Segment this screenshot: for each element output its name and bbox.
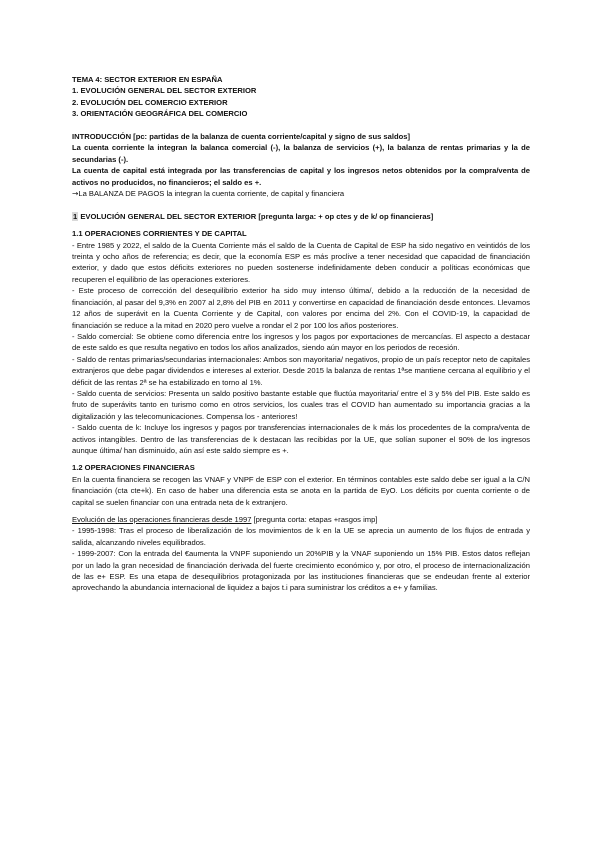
paragraph: - Entre 1985 y 2022, el saldo de la Cuenta Corriente más el saldo de la Cuenta de Capital de ESP ha sido negativo en veintidós de los treinta y ocho años de referencia; es decir, que la economía ESP es más proclive a tener necesidad que capacidad de financiación exterior, y dado que estos déficits exteriores no pueden sostenerse indefinidamente deben conducir a políticas económicas que recuperen el equilibrio de las operaciones exteriores. (72, 240, 530, 284)
intro-line-3-text: La BALANZA DE PAGOS la integran la cuenta corriente, de capital y financiera (78, 189, 345, 199)
intro-heading: INTRODUCCIÓN [pc: partidas de la balanza de cuenta corriente/capital y signo de sus saldos] (72, 132, 410, 142)
section-1-heading-text: EVOLUCIÓN GENERAL DEL SECTOR EXTERIOR [pregunta larga: + op ctes y de k/ op financieras] (78, 211, 434, 221)
toc-item-1: 1. EVOLUCIÓN GENERAL DEL SECTOR EXTERIOR (72, 86, 257, 96)
paragraph: - Saldo comercial: Se obtiene como diferencia entre los ingresos y los pagos por exportaciones de mercancías. El aspecto a destacar de este saldo es que resulta negativo en todos los años analizados, siendo aún mayor en los periodos de recesión. (72, 331, 530, 353)
paragraph: - 1999-2007: Con la entrada del €aumenta la VNPF suponiendo un 20%PIB y la VNAF suponiendo un 15% PIB. Estos datos reflejan por un lado la gran necesidad de financiación derivada del fuerte crecimiento económico y, por otro, el proceso de internacionalización de las e+ ESP. Es una etapa de desequilibrios protagonizada por las instituciones financieras que se endeudan frente al exterior aprovechando la abundancia internacional de liquidez a bajos t.i para suministrar los créditos a e+ y familias. (72, 549, 530, 593)
paragraph: - Saldo cuenta de k: Incluye los ingresos y pagos por transferencias internacionales de k más los procedentes de la compra/venta de activos intangibles. Dentro de las transferencias de k destacan las recibidas por la UE, que solían suponer el 90% de los ingresos aunque última/ han disminuido, aún así este saldo siempre es +. (72, 423, 530, 455)
section-number: 1 (73, 211, 78, 221)
evolution-heading-title: Evolución de las operaciones financieras desde 1997 (72, 515, 252, 524)
toc-item-2: 2. EVOLUCIÓN DEL COMERCIO EXTERIOR (72, 97, 228, 107)
paragraph: - Saldo de rentas primarias/secundarias internacionales: Ambos son mayoritaria/ negativos, propio de un país receptor neto de capitales extranjeros que debe pagar dividendos e intereses al exterior. Desde 2015 la balanza de rentas 1ªse mantiene cercana al equilibrio y el déficit de las rentas 2ª se ha estabilizado en torno al 1%. (72, 354, 530, 387)
toc-item-3: 3. ORIENTACIÓN GEOGRÁFICA DEL COMERCIO (72, 109, 248, 119)
doc-title: TEMA 4: SECTOR EXTERIOR EN ESPAÑA (72, 75, 223, 84)
paragraph: - 1995-1998: Tras el proceso de liberalización de los movimientos de k en la UE se aprecia un aumento de los flujos de entrada y salida, alcanzando niveles equilibrados. (72, 526, 530, 547)
paragraph: - Este proceso de corrección del desequilibrio exterior ha sido muy intenso última/, debido a la reducción de la necesidad de financiación, al pasar del 9,3% en 2007 al 2,8% del PIB en 2011 y convertirse en capacidad de financiación desde entonces. Llevamos 12 años de superávit en la Cuenta Corriente y de Capital, con valores por encima del 2%. Con el COVID-19, la capacidad de financiación se reduce a la mitad en 2020 pero vuelve a rondar el 2 por 100 los años posteriores. (72, 286, 530, 330)
subsection-1-1-heading: 1.1 OPERACIONES CORRIENTES Y DE CAPITAL (72, 229, 247, 239)
evolution-heading (72, 514, 530, 525)
intro-line-3 (72, 188, 530, 199)
paragraph: - Saldo cuenta de servicios: Presenta un saldo positivo bastante estable que fluctúa mayoritaria/ entre el 3 y 5% del PIB. Este saldo es fruto de superávits tanto en turismo como en otros servicios, los cuales tras el COVID han aumentado su importancia gracias a la digitalización y las telecomunicaciones. Compensa los - anteriores! (72, 388, 530, 421)
section-1-heading (72, 211, 530, 222)
arrow-icon: → (72, 189, 79, 199)
subsection-1-2-heading: 1.2 OPERACIONES FINANCIERAS (72, 463, 195, 473)
evolution-heading-note: [pregunta corta: etapas +rasgos imp] (251, 515, 378, 524)
intro-line-1: La cuenta corriente la integran la balanca comercial (-), la balanza de servicios (+), la balanza de rentas primarias y la de secundarias (-). (72, 143, 530, 164)
document-content (72, 74, 530, 594)
paragraph: En la cuenta financiera se recogen las VNAF y VNPF de ESP con el exterior. En términos contables este saldo debe ser igual a la C/N financiación (cta cte+k). En caso de haber una diferencia esta se anota en la partida de EyO. Los déficits por cuenta corriente o de capital se suelen financiar con una entrada neta de k extranjero. (72, 474, 530, 507)
intro-line-2: La cuenta de capital está integrada por las transferencias de capital y los ingresos netos obtenidos por la compra/venta de activos no producidos, no financieros; el saldo es +. (72, 166, 530, 187)
